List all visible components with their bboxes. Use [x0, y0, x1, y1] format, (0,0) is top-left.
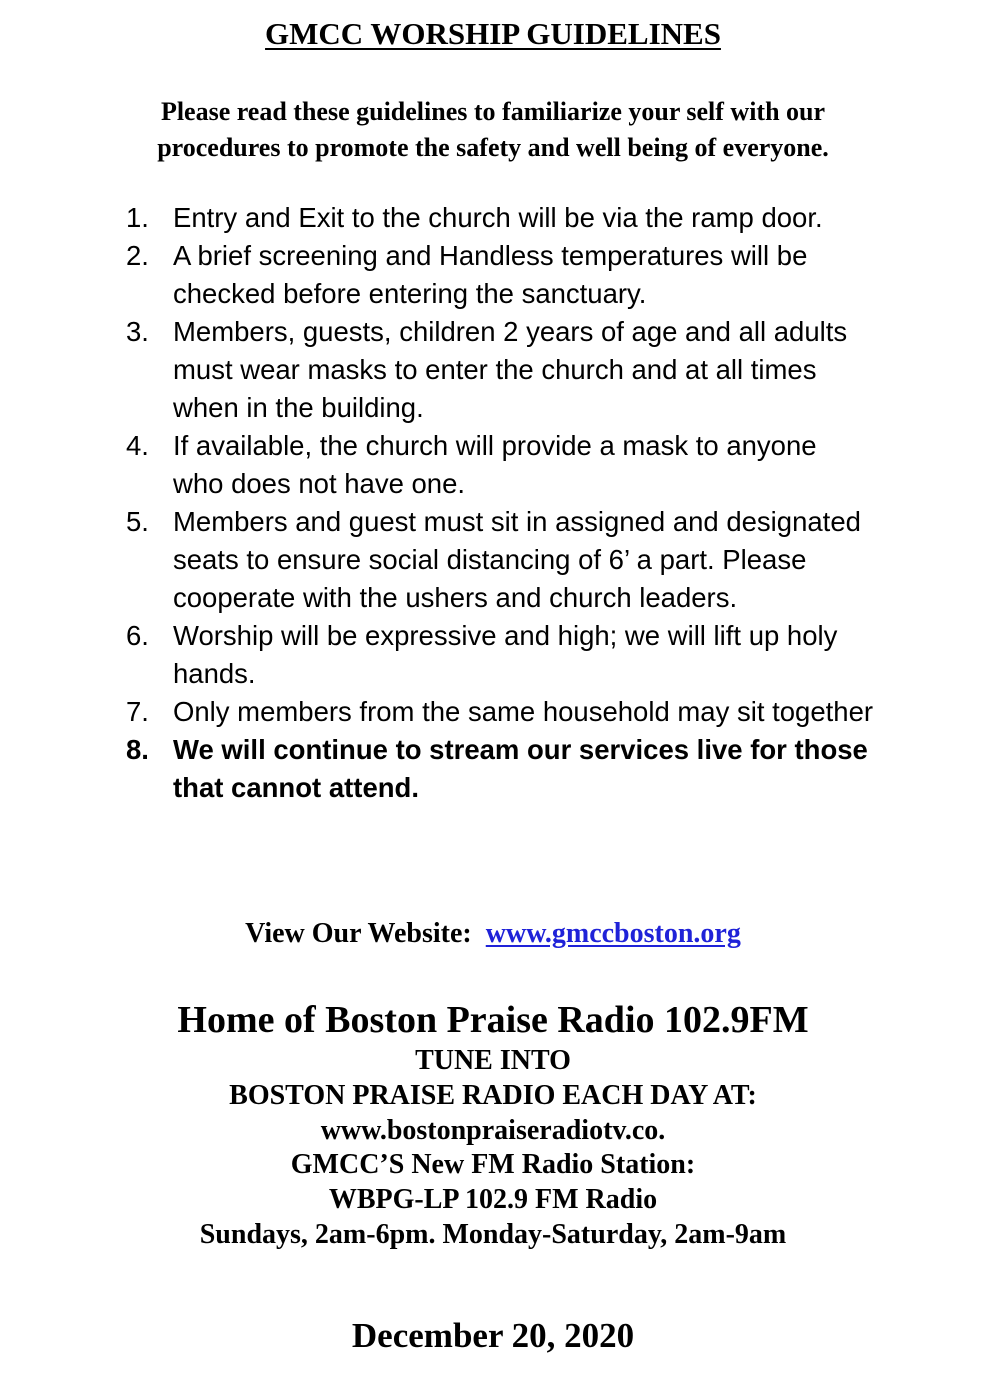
guideline-text: Entry and Exit to the church will be via the ramp door.: [173, 202, 823, 233]
radio-line: GMCC’S New FM Radio Station:: [290, 1149, 696, 1181]
guideline-item: [126, 503, 976, 617]
radio-line: BOSTON PRAISE RADIO EACH DAY AT:: [229, 1079, 757, 1111]
guideline-text: A brief screening and Handless temperatures will be: [173, 240, 808, 271]
guideline-item: [126, 199, 976, 237]
guideline-number: 6.: [126, 620, 149, 651]
intro-paragraph: [60, 94, 926, 166]
page-title: GMCC WORSHIP GUIDELINES: [265, 16, 721, 51]
intro-line: procedures to promote the safety and well being of everyone.: [157, 133, 829, 162]
guideline-text: cooperate with the ushers and church leaders.: [173, 582, 738, 613]
website-line: [0, 914, 986, 954]
radio-info: [0, 1044, 986, 1253]
guideline-item: [126, 313, 976, 427]
guideline-item: [126, 693, 976, 731]
guideline-text: We will continue to stream our services live for those: [173, 734, 868, 765]
radio-line: www.bostonpraiseradiotv.co.: [320, 1114, 666, 1146]
document-date: December 20, 2020: [351, 1316, 635, 1355]
intro-line: Please read these guidelines to familiarize your self with our: [160, 97, 826, 126]
radio-heading: Home of Boston Praise Radio 102.9FM: [177, 999, 809, 1041]
guideline-item: [126, 427, 976, 503]
guideline-text: who does not have one.: [173, 468, 466, 499]
guideline-number: 1.: [126, 202, 149, 233]
website-label: View Our Website:: [245, 918, 472, 949]
guideline-number: 5.: [126, 506, 149, 537]
guideline-item: [126, 237, 976, 313]
guideline-text: seats to ensure social distancing of 6’ a part. Please: [173, 544, 807, 575]
guideline-number: 2.: [126, 240, 149, 271]
guideline-text: Members and guest must sit in assigned and designated: [173, 506, 861, 537]
guideline-number: 3.: [126, 316, 149, 347]
guideline-text: checked before entering the sanctuary.: [173, 278, 647, 309]
guideline-text: must wear masks to enter the church and at all times: [173, 354, 817, 385]
guideline-item: [126, 731, 976, 807]
guideline-text: Members, guests, children 2 years of age and all adults: [173, 316, 848, 347]
guideline-text: Only members from the same household may sit together: [173, 696, 874, 727]
guideline-number: 7.: [126, 696, 149, 727]
guideline-text: that cannot attend.: [173, 772, 419, 803]
guideline-number: 4.: [126, 430, 149, 461]
radio-line: WBPG-LP 102.9 FM Radio: [328, 1184, 658, 1216]
radio-line: Sundays, 2am-6pm. Monday-Saturday, 2am-9am: [199, 1218, 787, 1250]
guideline-text: If available, the church will provide a mask to anyone: [173, 430, 817, 461]
guideline-text: when in the building.: [173, 392, 424, 423]
guideline-text: hands.: [173, 658, 256, 689]
guideline-text: Worship will be expressive and high; we will lift up holy: [173, 620, 838, 651]
guidelines-list: [126, 199, 976, 807]
guideline-number: 8.: [126, 734, 149, 765]
radio-line: TUNE INTO: [415, 1045, 571, 1076]
website-link[interactable]: www.gmccboston.org: [485, 918, 741, 949]
guideline-item: [126, 617, 976, 693]
